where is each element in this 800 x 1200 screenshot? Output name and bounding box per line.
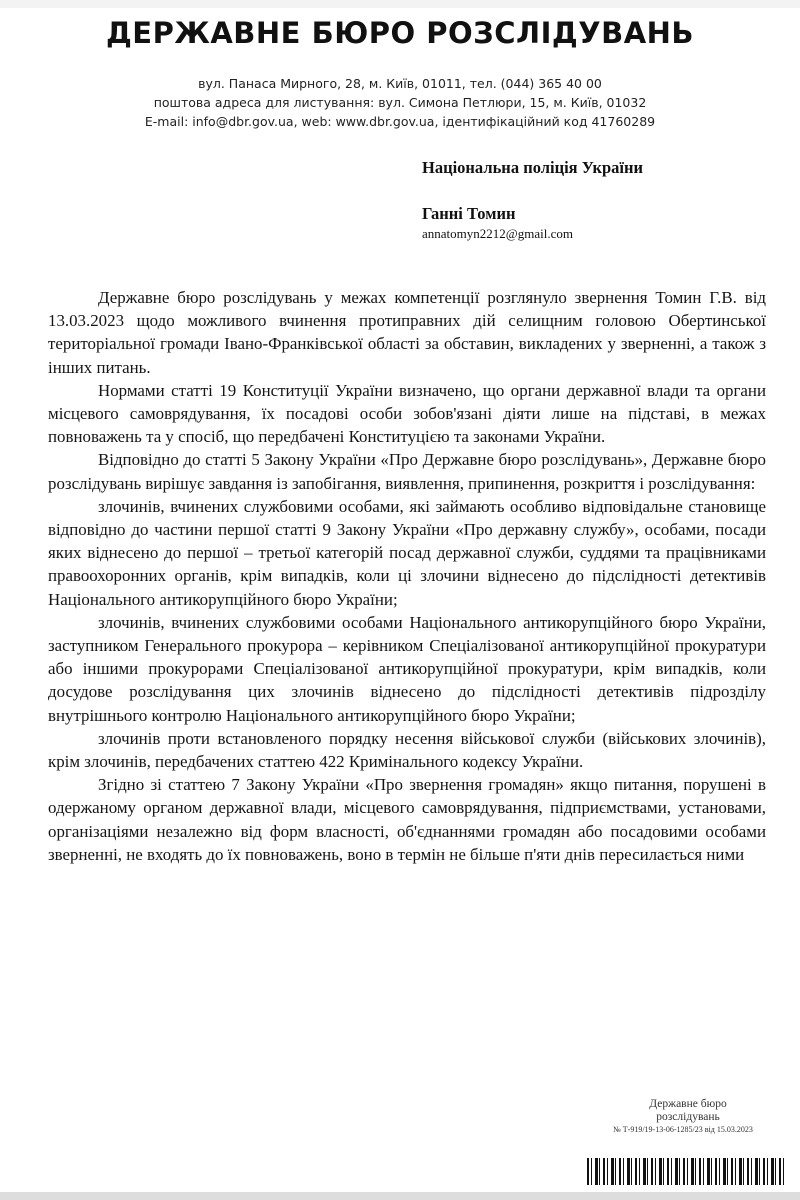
recipient-email: annatomyn2212@gmail.com xyxy=(422,226,573,241)
recipient-name: Ганні Томин xyxy=(422,204,516,223)
paragraph: Нормами статті 19 Конституції України визначено, що органи державної влади та органи місцевого самоврядування, їх посадові особи зобов'язані діяти лише на підставі, в межах повноважень та у спосіб, що передбачені Конституцією та законами України. xyxy=(48,380,766,447)
paragraph: Згідно зі статтею 7 Закону України «Про звернення громадян» якщо питання, порушені в одержаному органом державної влади, місцевого самоврядування, підприємствами, установами, організаціями незалежно від форм власності, об'єднаннями громадян або посадовими особами зверненні, не входять до їх повноважень, воно в термін не більше п'яти днів пересилається ними xyxy=(48,775,766,864)
page-top-edge xyxy=(0,0,800,8)
stamp-org-line2: розслідувань xyxy=(656,1111,720,1123)
barcode-icon xyxy=(587,1158,787,1185)
registration-number: № Т-919/19-13-06-1285/23 від 15.03.2023 xyxy=(613,1125,753,1134)
letterhead xyxy=(0,14,800,131)
paragraph: злочинів проти встановленого порядку несення військової служби (військових злочинів), крім злочинів, передбачених статтею 422 Кримінального кодексу України. xyxy=(48,728,766,772)
letter-body xyxy=(48,286,766,866)
paragraph: Державне бюро розслідувань у межах компетенції розглянуло звернення Томин Г.В. від 13.03.2023 щодо можливого вчинення протиправних дій селищним головою Обертинської територіальної громади Івано-Франківської області за обставин, викладених у зверненні, а також з інших питань. xyxy=(48,288,766,377)
page-bottom-edge xyxy=(0,1192,800,1200)
contact-line: E-mail: info@dbr.gov.ua, web: www.dbr.gov.ua, ідентифікаційний код 41760289 xyxy=(144,114,656,129)
recipient-block xyxy=(422,158,643,242)
paragraph: Відповідно до статті 5 Закону України «Про Державне бюро розслідувань», Державне бюро розслідувань вирішує завдання із запобігання, виявлення, припинення, розкриття і розслідування: xyxy=(48,450,766,493)
stamp-org-line1: Державне бюро xyxy=(649,1098,727,1110)
paragraph: злочинів, вчинених службовими особами, які займають особливо відповідальне становище відповідно до частини першої статті 9 Закону України «Про державну службу», особами, посади яких віднесено до першої – третьої категорій посад державної служби, суддями та працівниками правоохоронних органів, крім випадків, коли ці злочини віднесено до підслідності детективів Національного антикорупційного бюро України; xyxy=(48,496,766,609)
address-line: вул. Панаса Мирного, 28, м. Київ, 01011, тел. (044) 365 40 00 xyxy=(198,76,602,91)
registration-stamp xyxy=(588,1098,788,1135)
org-title: ДЕРЖАВНЕ БЮРО РОЗСЛІДУВАНЬ xyxy=(105,16,695,50)
postal-address-line: поштова адреса для листування: вул. Симона Петлюри, 15, м. Київ, 01032 xyxy=(153,95,647,110)
recipient-organization: Національна поліція України xyxy=(422,158,644,177)
paragraph: злочинів, вчинених службовими особами Національного антикорупційного бюро України, заступником Генерального прокурора – керівником Спеціалізованої антикорупційної прокуратури або іншими прокурорами Спеціалізованої антикорупційної прокуратури, крім випадків, коли досудове розслідування цих злочинів віднесено до підслідності детективів підрозділу внутрішнього контролю Національного антикорупційного бюро України; xyxy=(48,612,766,725)
